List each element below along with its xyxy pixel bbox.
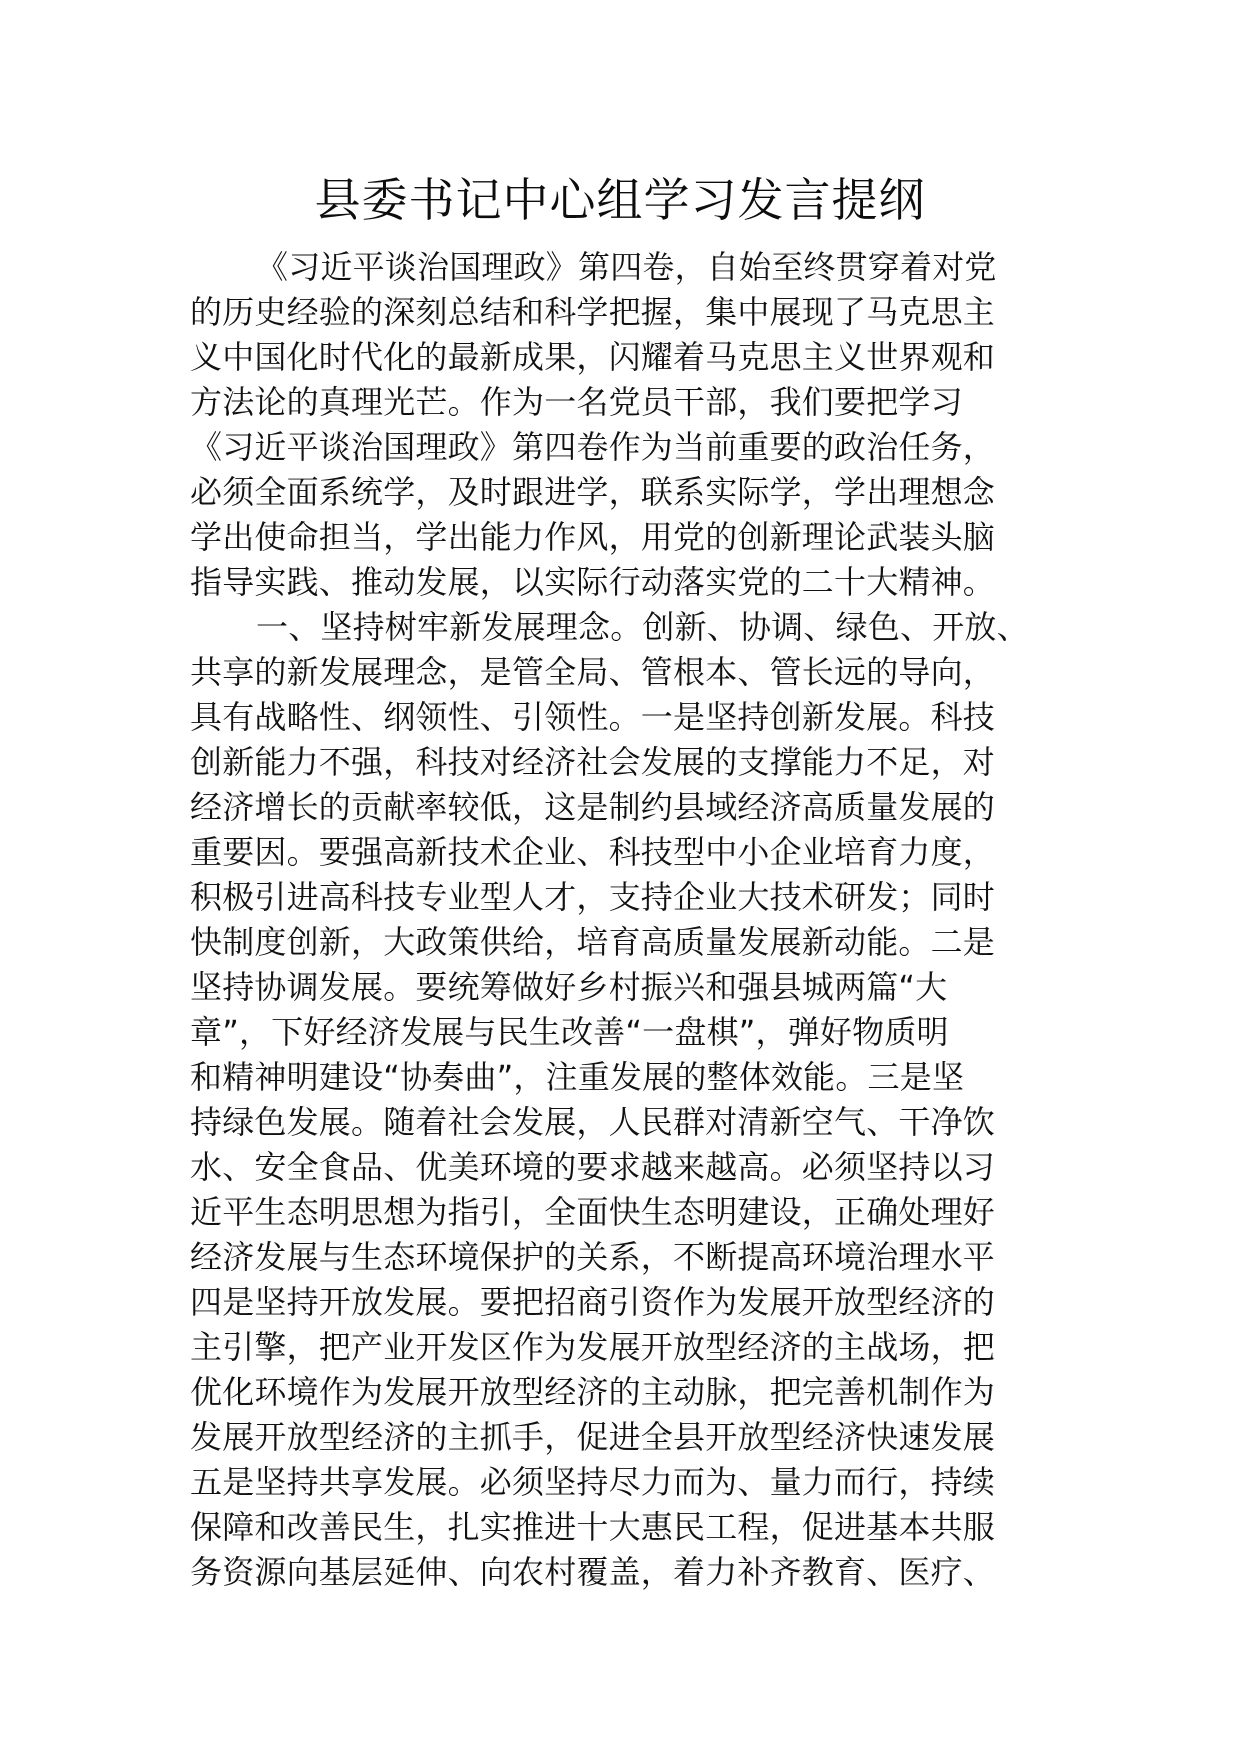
text-line: 四是坚持开放发展。要把招商引资作为发展开放型经济的: [190, 1283, 996, 1321]
text-line: 章”，下好经济发展与民生改善“一盘棋”，弹好物质明: [190, 1013, 949, 1051]
text-line: 优化环境作为发展开放型经济的主动脉，把完善机制作为: [190, 1373, 996, 1411]
text-line: 一、坚持树牢新发展理念。创新、协调、绿色、开放、: [256, 608, 1029, 646]
text-line: 持绿色发展。随着社会发展，人民群对清新空气、干净饮: [190, 1103, 996, 1141]
text-line: 保障和改善民生，扎实推进十大惠民工程，促进基本共服: [190, 1508, 996, 1546]
text-line: 方法论的真理光芒。作为一名党员干部，我们要把学习: [190, 383, 963, 421]
text-line: 《习近平谈治国理政》第四卷，自始至终贯穿着对党: [256, 248, 997, 286]
text-line: 主引擎，把产业开发区作为发展开放型经济的主战场，把: [190, 1328, 996, 1366]
text-line: 指导实践、推动发展，以实际行动落实党的二十大精神。: [190, 563, 996, 601]
text-line: 必须全面系统学，及时跟进学，联系实际学，学出理想念: [190, 473, 996, 511]
text-line: 创新能力不强，科技对经济社会发展的支撑能力不足，对: [190, 743, 996, 781]
text-line: 重要因。要强高新技术企业、科技型中小企业培育力度，: [190, 833, 996, 871]
text-line: 近平生态明思想为指引，全面快生态明建设，正确处理好: [190, 1193, 996, 1231]
text-line: 经济增长的贡献率较低，这是制约县域经济高质量发展的: [190, 788, 996, 826]
text-line: 和精神明建设“协奏曲”，注重发展的整体效能。三是坚: [190, 1058, 965, 1096]
text-line: 学出使命担当，学出能力作风，用党的创新理论武装头脑: [190, 518, 996, 556]
text-line: 义中国化时代化的最新成果，闪耀着马克思主义世界观和: [190, 338, 996, 376]
document-body: [190, 245, 1090, 1595]
text-line: 水、安全食品、优美环境的要求越来越高。必须坚持以习: [190, 1148, 996, 1186]
text-line: 发展开放型经济的主抓手，促进全县开放型经济快速发展: [190, 1418, 996, 1456]
text-line: 坚持协调发展。要统筹做好乡村振兴和强县城两篇“大: [190, 968, 948, 1006]
text-line: 《习近平谈治国理政》第四卷作为当前重要的政治任务，: [190, 428, 996, 466]
document-title: 县委书记中心组学习发言提纲: [314, 173, 926, 227]
text-line: 具有战略性、纲领性、引领性。一是坚持创新发展。科技: [190, 698, 996, 736]
text-line: 共享的新发展理念，是管全局、管根本、管长远的导向，: [190, 653, 996, 691]
text-line: 的历史经验的深刻总结和科学把握，集中展现了马克思主: [190, 293, 996, 331]
text-line: 务资源向基层延伸、向农村覆盖，着力补齐教育、医疗、: [190, 1553, 996, 1591]
text-line: 快制度创新，大政策供给，培育高质量发展新动能。二是: [190, 923, 996, 961]
text-line: 经济发展与生态环境保护的关系，不断提高环境治理水平: [190, 1238, 996, 1276]
text-line: 五是坚持共享发展。必须坚持尽力而为、量力而行，持续: [190, 1463, 996, 1501]
text-line: 积极引进高科技专业型人才，支持企业大技术研发；同时: [190, 878, 996, 916]
